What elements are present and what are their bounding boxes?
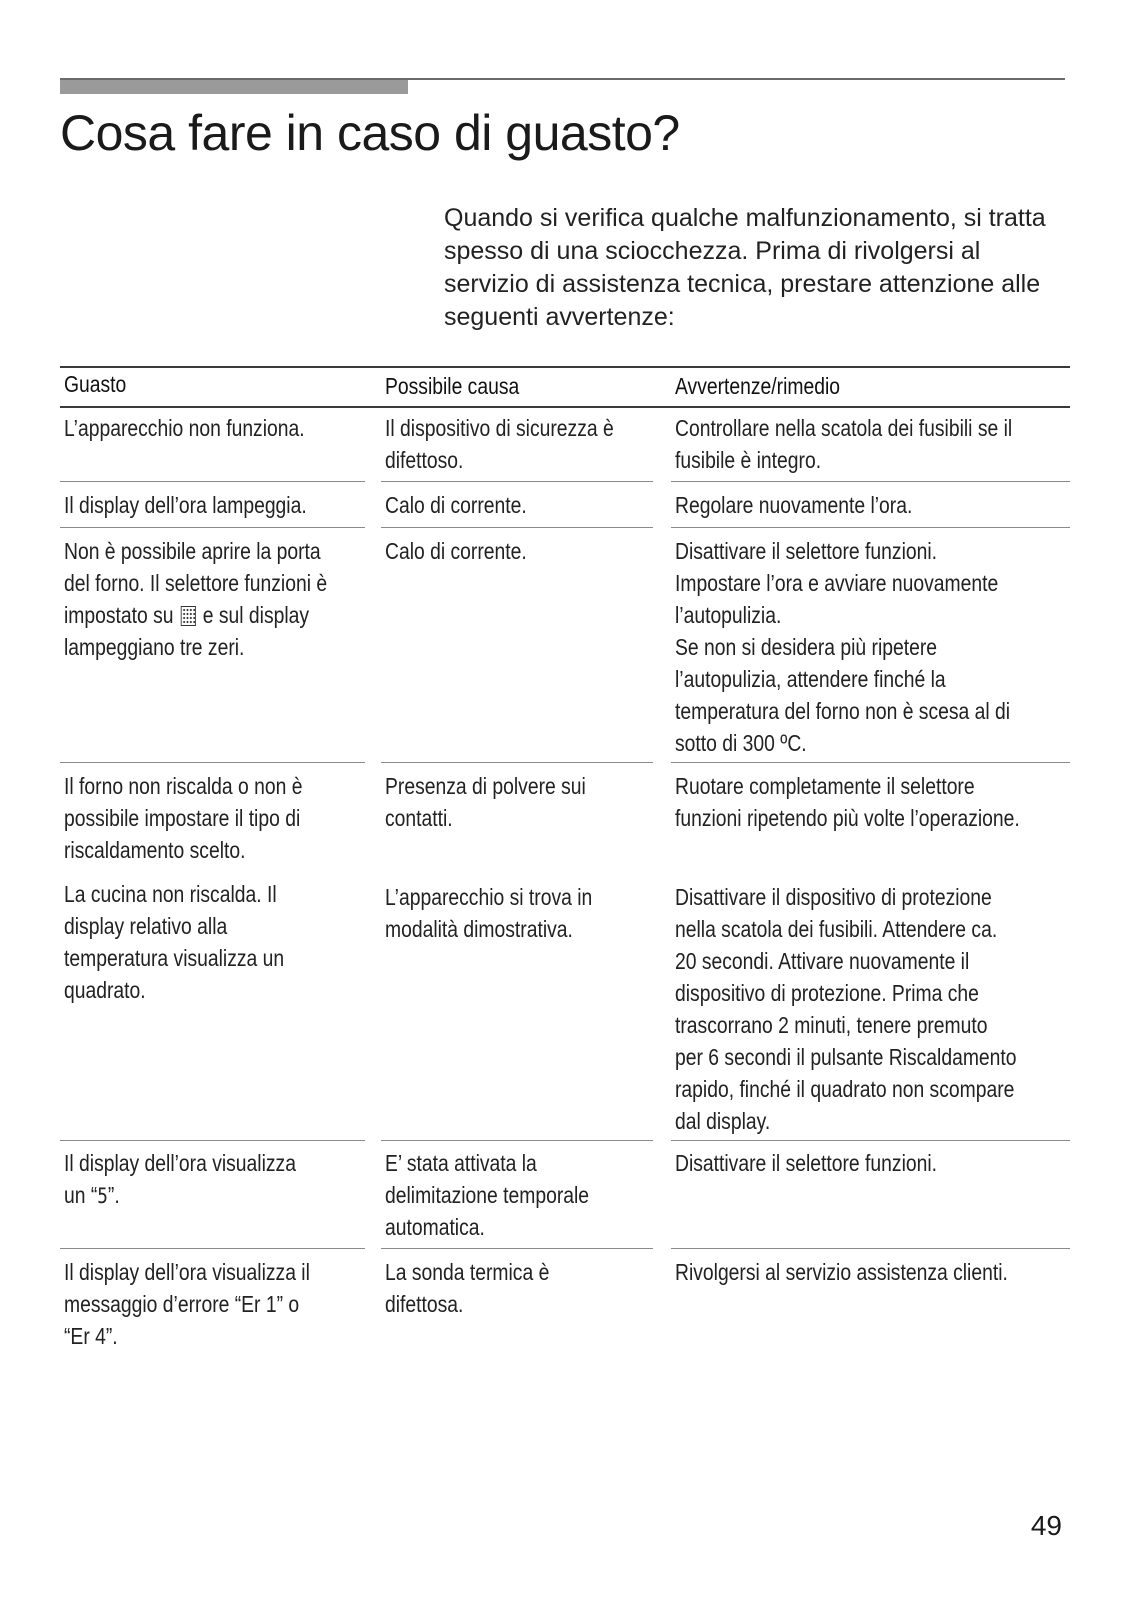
cell-line: trascorrano 2 minuti, tenere premuto — [675, 1012, 988, 1038]
cell-causa — [385, 412, 614, 476]
cell-rimedio — [675, 881, 1017, 1137]
cell-line: La cucina non riscalda. Il — [64, 881, 277, 907]
cell-line: funzioni ripetendo più volte l’operazione. — [675, 805, 1020, 831]
cell-causa — [385, 1147, 589, 1243]
cell-line: Non è possibile aprire la porta — [64, 538, 321, 564]
cell-line: contatti. — [385, 805, 453, 831]
cell-text: un “ — [64, 1182, 98, 1208]
cell-line — [64, 1179, 296, 1212]
cell-line: dispositivo di protezione. Prima che — [675, 980, 979, 1006]
cell-rimedio — [675, 535, 1010, 759]
cell-line: delimitazione temporale — [385, 1182, 590, 1208]
cell-line: “Er 4”. — [64, 1323, 118, 1349]
cell-causa — [385, 881, 592, 945]
cell-text: ”. — [107, 1182, 120, 1208]
cell-line: Il display dell’ora visualizza il — [64, 1259, 310, 1285]
row-divider — [381, 1140, 653, 1141]
cell-line: Disattivare il selettore funzioni. — [675, 1150, 938, 1176]
cell-line: dal display. — [675, 1108, 771, 1134]
cell-line: modalità dimostrativa. — [385, 916, 573, 942]
cell-causa — [385, 489, 527, 521]
cell-line: Controllare nella scatola dei fusibili se il — [675, 415, 1013, 441]
cell-line: lampeggiano tre zeri. — [64, 634, 245, 660]
cell-guasto — [64, 770, 302, 866]
row-divider — [60, 1248, 365, 1249]
cell-line: Calo di corrente. — [385, 538, 527, 564]
cell-line: Impostare l’ora e avviare nuovamente — [675, 570, 999, 596]
self-cleaning-icon — [181, 606, 196, 626]
cell-text: impostato su — [64, 602, 174, 628]
cell-line: display relativo alla — [64, 913, 228, 939]
cell-rimedio — [675, 1147, 937, 1179]
cell-guasto — [64, 412, 305, 444]
cell-line: nella scatola dei fusibili. Attendere ca. — [675, 916, 998, 942]
cell-line: 20 secondi. Attivare nuovamente il — [675, 948, 970, 974]
intro-paragraph — [444, 202, 1074, 334]
cell-line: Presenza di polvere sui — [385, 773, 586, 799]
cell-guasto — [64, 489, 307, 521]
cell-line: sotto di 300 ºC. — [675, 730, 807, 756]
page-number: 49 — [1030, 1510, 1062, 1541]
cell-line: Il display dell’ora visualizza — [64, 1150, 296, 1176]
row-divider — [60, 527, 365, 528]
cell-line: difettoso. — [385, 447, 464, 473]
cell-text: e sul display — [202, 602, 310, 628]
cell-rimedio — [675, 489, 912, 521]
page-title: Cosa fare in caso di guasto? — [60, 105, 680, 161]
table-top-rule — [60, 366, 1070, 368]
cell-guasto — [64, 1147, 296, 1212]
cell-line: La sonda termica è — [385, 1259, 550, 1285]
cell-causa — [385, 770, 586, 834]
cell-line: Il display dell’ora lampeggia. — [64, 492, 307, 518]
cell-line: Disattivare il selettore funzioni. — [675, 538, 938, 564]
row-divider — [671, 1140, 1070, 1141]
cell-line: L’apparecchio si trova in — [385, 884, 593, 910]
cell-line: Il forno non riscalda o non è — [64, 773, 303, 799]
cell-line: riscaldamento scelto. — [64, 837, 246, 863]
row-divider — [381, 527, 653, 528]
cell-line: Calo di corrente. — [385, 492, 527, 518]
cell-line: temperatura del forno non è scesa al di — [675, 698, 1011, 724]
row-divider — [60, 481, 365, 482]
header-causa: Possibile causa — [385, 373, 520, 399]
row-divider — [381, 1248, 653, 1249]
row-divider — [60, 1140, 365, 1141]
cell-line: per 6 secondi il pulsante Riscaldamento — [675, 1044, 1017, 1070]
row-divider — [671, 527, 1070, 528]
table-header-rule — [60, 406, 1070, 408]
header-rimedio: Avvertenze/rimedio — [675, 373, 841, 399]
cell-line: fusibile è integro. — [675, 447, 822, 473]
intro-line: Quando si verifica qualche malfunzionamento, si tratta — [444, 204, 1046, 232]
cell-rimedio — [675, 412, 1012, 476]
cell-guasto — [64, 535, 327, 663]
row-divider — [381, 762, 653, 763]
intro-line: seguenti avvertenze: — [444, 303, 675, 331]
cell-line: L’apparecchio non funziona. — [64, 415, 305, 441]
intro-line: spesso di una sciocchezza. Prima di rivolgersi al — [444, 237, 981, 265]
intro-line: servizio di assistenza tecnica, prestare attenzione alle — [444, 270, 1041, 298]
cell-line: Il dispositivo di sicurezza è — [385, 415, 614, 441]
cell-line: difettosa. — [385, 1291, 464, 1317]
cell-line: Rivolgersi al servizio assistenza clienti. — [675, 1259, 1008, 1285]
row-divider — [671, 481, 1070, 482]
cell-line: automatica. — [385, 1214, 485, 1240]
cell-line: Disattivare il dispositivo di protezione — [675, 884, 992, 910]
cell-guasto — [64, 878, 284, 1006]
cell-line — [64, 599, 327, 631]
segment-display-symbol: 5 — [97, 1184, 108, 1208]
cell-line: l’autopulizia. — [675, 602, 782, 628]
section-bar — [60, 80, 408, 94]
cell-line: E’ stata attivata la — [385, 1150, 537, 1176]
cell-line: Regolare nuovamente l’ora. — [675, 492, 913, 518]
row-divider — [381, 481, 653, 482]
cell-rimedio — [675, 1256, 1008, 1288]
row-divider — [671, 762, 1070, 763]
row-divider — [60, 762, 365, 763]
cell-line: l’autopulizia, attendere finché la — [675, 666, 946, 692]
cell-causa — [385, 535, 527, 567]
cell-guasto — [64, 1256, 310, 1352]
cell-causa — [385, 1256, 549, 1320]
header-guasto: Guasto — [64, 371, 127, 397]
cell-line: possibile impostare il tipo di — [64, 805, 301, 831]
cell-line: del forno. Il selettore funzioni è — [64, 570, 328, 596]
cell-rimedio — [675, 770, 1020, 834]
cell-line: temperatura visualizza un — [64, 945, 285, 971]
row-divider — [671, 1248, 1070, 1249]
cell-line: messaggio d’errore “Er 1” o — [64, 1291, 300, 1317]
cell-line: quadrato. — [64, 977, 146, 1003]
cell-line: rapido, finché il quadrato non scompare — [675, 1076, 1015, 1102]
cell-line: Ruotare completamente il selettore — [675, 773, 975, 799]
cell-line: Se non si desidera più ripetere — [675, 634, 938, 660]
